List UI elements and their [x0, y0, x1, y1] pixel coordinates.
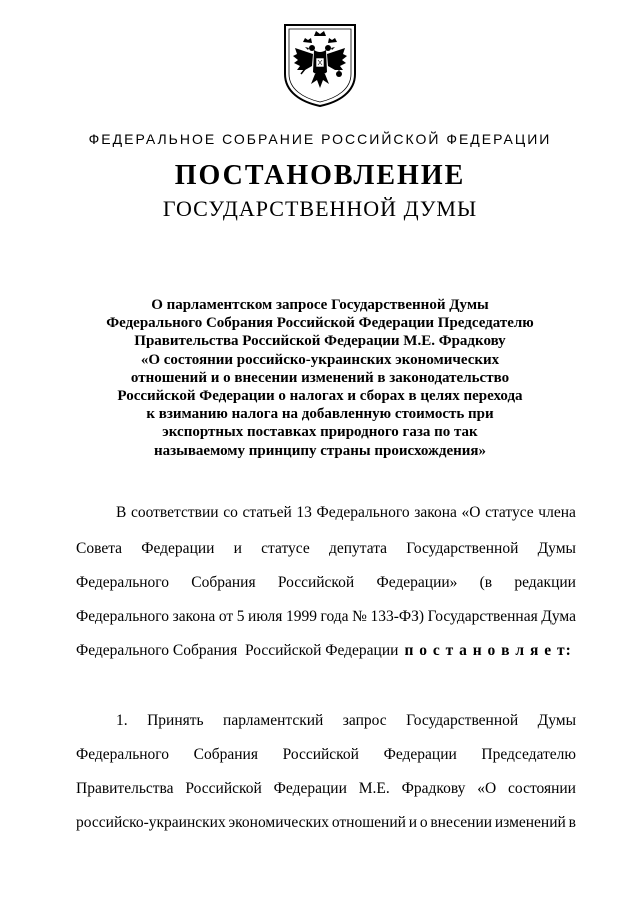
word: Российской: [282, 746, 359, 763]
word: 133-ФЗ): [370, 608, 425, 625]
word: закона: [172, 608, 216, 625]
word: июля: [248, 608, 283, 625]
word: и: [233, 540, 242, 557]
paragraph-line: [76, 780, 576, 798]
item-number: 1.: [116, 712, 128, 729]
word: Федерации: [141, 540, 215, 557]
paragraph-line: [76, 504, 576, 522]
issuer-heading: ГОСУДАРСТВЕННОЙ ДУМЫ: [162, 196, 478, 221]
word: Государственная: [427, 608, 538, 625]
word: закона: [414, 504, 457, 521]
word: года: [320, 608, 349, 625]
word: №: [352, 608, 367, 625]
word: Председателю: [481, 746, 576, 763]
paragraph-line: [76, 712, 576, 730]
word: в: [568, 814, 576, 831]
preamble-paragraph-line5: [76, 642, 576, 660]
word: Федерального: [316, 504, 410, 521]
paragraph-line: [76, 574, 576, 592]
word: Федерации: [383, 746, 457, 763]
item-1-line2: [76, 746, 576, 764]
title-line: к взиманию налога на добавленную стоимость при: [146, 406, 494, 423]
word: В: [116, 504, 127, 521]
paragraph-line: [76, 814, 576, 832]
word: Федерального: [76, 574, 170, 591]
preamble-paragraph-line4: [76, 608, 576, 626]
paragraph-line: [76, 540, 576, 558]
word: Государственной: [406, 540, 519, 557]
word: Федерального: [76, 608, 170, 625]
item-1-line4: [76, 814, 576, 832]
title-line: «О состоянии российско-украинских экономических: [140, 351, 500, 368]
resolution-title: [90, 296, 550, 460]
word: статусе: [261, 540, 310, 557]
word: Федерации: [273, 780, 347, 797]
item-1-line1: [76, 712, 576, 730]
word: запрос: [342, 712, 387, 729]
word: Собрания: [191, 574, 256, 591]
paragraph-line: [76, 608, 576, 626]
federal-assembly-heading: ФЕДЕРАЛЬНОЕ СОБРАНИЕ РОССИЙСКОЙ ФЕДЕРАЦИИ: [88, 131, 552, 147]
word: парламентский: [223, 712, 324, 729]
word: экономических: [228, 814, 330, 831]
document-type-heading: ПОСТАНОВЛЕНИЕ: [174, 160, 466, 191]
word: Российской: [277, 574, 355, 591]
title-line: Федерального Собрания Российской Федерации Председателю: [106, 315, 534, 332]
word: о: [419, 814, 428, 831]
russian-coat-of-arms-icon: [281, 22, 359, 108]
title-line: Российской Федерации о налогах и сборах в целях перехода: [117, 388, 523, 405]
preamble-paragraph-line3: [76, 574, 576, 592]
title-line: О парламентском запросе Государственной Думы: [151, 297, 489, 313]
title-line: Правительства Российской Федерации М.Е. Фрадкову: [134, 333, 506, 350]
word: 13: [296, 504, 312, 521]
word: Фрадкову: [401, 780, 466, 797]
word: Федерации»: [376, 574, 458, 591]
word: редакции: [514, 574, 576, 591]
word: внесении: [430, 814, 493, 831]
word: Принять: [147, 712, 204, 729]
word: «О: [461, 504, 481, 521]
title-line: отношений и о внесении изменений в законодательство: [130, 369, 510, 386]
word: статусе: [485, 504, 534, 521]
preamble-paragraph: [76, 504, 576, 522]
word: члена: [538, 504, 576, 521]
word: «О: [477, 780, 497, 797]
paragraph-text: Федерального Собрания Российской Федерации: [76, 642, 399, 659]
word: Государственной: [406, 712, 519, 729]
word: 5: [236, 608, 245, 625]
word: 1999: [285, 608, 317, 625]
paragraph-line: [76, 642, 576, 660]
word: Думы: [537, 712, 576, 729]
title-line: называемому принципу страны происхождения»: [153, 442, 487, 459]
word: статьей: [242, 504, 292, 521]
word: М.Е.: [358, 780, 390, 797]
word: изменений: [494, 814, 566, 831]
word: со: [223, 504, 238, 521]
paragraph-line: [76, 746, 576, 764]
word: Российской: [185, 780, 262, 797]
word: и: [408, 814, 418, 831]
word: отношений: [331, 814, 406, 831]
word: (в: [479, 574, 493, 591]
preamble-paragraph-line2: [76, 540, 576, 558]
word: Правительства: [76, 780, 174, 797]
word: соответствии: [130, 504, 219, 521]
decree-word: п о с т а н о в л я е т:: [404, 642, 572, 659]
word: депутата: [328, 540, 388, 557]
word: Собрания: [193, 746, 258, 763]
word: российско-украинских: [76, 814, 226, 831]
word: от: [218, 608, 234, 625]
word: Дума: [541, 608, 576, 625]
item-1-line3: [76, 780, 576, 798]
word: Федерального: [76, 746, 170, 763]
word: состоянии: [508, 780, 576, 797]
title-line: экспортных поставках природного газа по так: [162, 424, 478, 441]
word: Думы: [537, 540, 576, 557]
word: Совета: [76, 540, 123, 557]
